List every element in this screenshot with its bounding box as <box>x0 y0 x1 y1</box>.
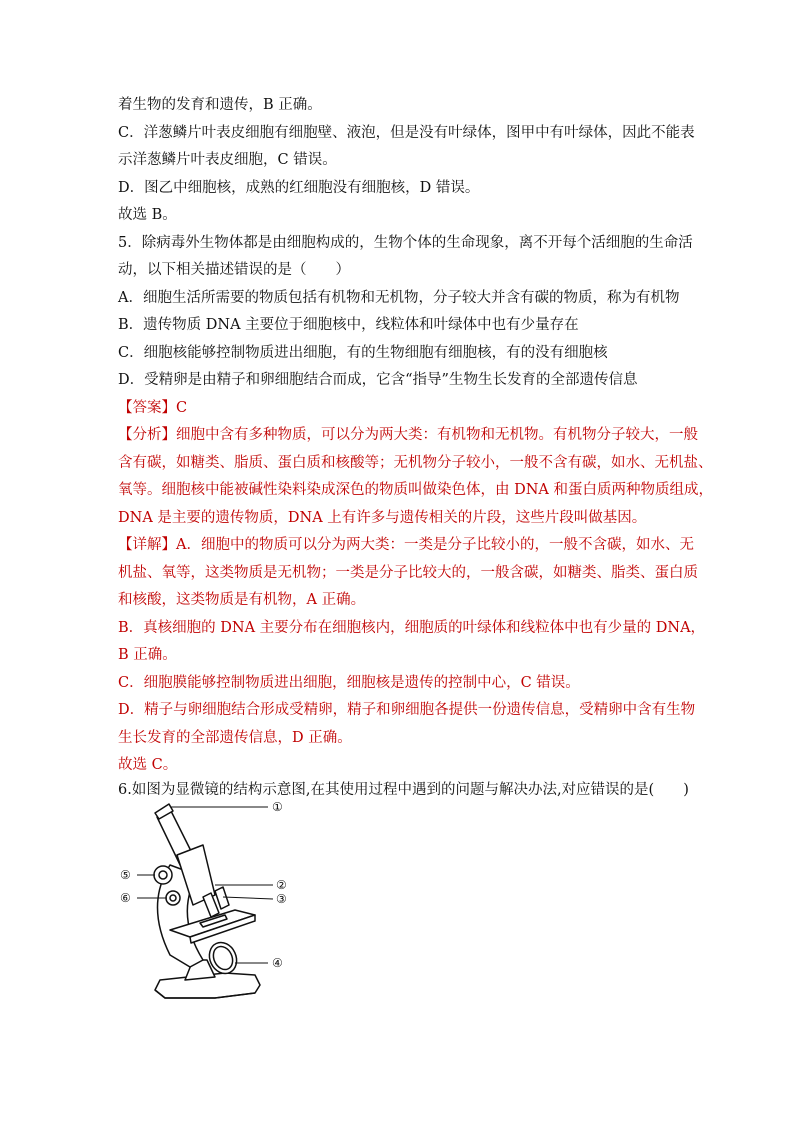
option-d: D．受精卵是由精子和卵细胞结合而成，它含“指导”生物生长发育的全部遗传信息 <box>118 372 638 388</box>
detail-line: D．精子与卵细胞结合形成受精卵，精子和卵细胞各提供一份遗传信息，受精卵中含有生物 <box>118 702 696 718</box>
detail-line: B 正确。 <box>118 647 177 663</box>
option-a: A．细胞生活所需要的物质包括有机物和无机物，分子较大并含有碳的物质，称为有机物 <box>118 290 680 306</box>
question-5-stem: 动，以下相关描述错误的是（ ） <box>118 262 350 278</box>
text-line: D．图乙中细胞核，成熟的红细胞没有细胞核，D 错误。 <box>118 180 480 196</box>
label-2: ② <box>276 878 287 892</box>
objective-lens <box>215 887 229 909</box>
answer-line: 【答案】C <box>118 400 188 416</box>
microscope-illustration <box>115 795 315 1010</box>
analysis-line: 含有碳，如糖类、脂质、蛋白质和核酸等；无机物分子较小，一般不含有碳，如水、无机盐、 <box>118 455 713 471</box>
detail-line: 【详解】A．细胞中的物质可以分为两大类：一类是分子比较小的，一般不含碳，如水、无 <box>118 537 694 553</box>
analysis-line: 【分析】细胞中含有多种物质，可以分为两大类：有机物和无机物。有机物分子较大，一般 <box>118 427 698 443</box>
question-5-stem: 5．除病毒外生物体都是由细胞构成的，生物个体的生命现象，离不开每个活细胞的生命活 <box>118 235 693 251</box>
label-4: ④ <box>272 956 283 970</box>
label-1: ① <box>272 800 283 814</box>
analysis-line: 氧等。细胞核中能被碱性染料染成深色的物质叫做染色体，由 DNA 和蛋白质两种物质组成， <box>118 482 713 498</box>
label-3: ③ <box>276 892 287 906</box>
microscope-diagram <box>115 795 315 1010</box>
detail-line: 故选 C。 <box>118 757 178 773</box>
analysis-line: DNA 是主要的遗传物质，DNA 上有许多与遗传相关的片段，这些片段叫做基因。 <box>118 510 647 526</box>
label-6: ⑥ <box>120 891 131 905</box>
detail-line: 和核酸，这类物质是有机物，A 正确。 <box>118 592 366 608</box>
text-line: C．洋葱鳞片叶表皮细胞有细胞壁、液泡，但是没有叶绿体，图甲中有叶绿体，因此不能表 <box>118 125 695 141</box>
text-line: 着生物的发育和遗传，B 正确。 <box>118 97 322 113</box>
label-5: ⑤ <box>120 868 131 882</box>
text-line: 故选 B。 <box>118 207 177 223</box>
text-line: 示洋葱鳞片叶表皮细胞，C 错误。 <box>118 152 337 168</box>
detail-line: B．真核细胞的 DNA 主要分布在细胞核内，细胞质的叶绿体和线粒体中也有少量的 DNA， <box>118 620 706 636</box>
option-c: C．细胞核能够控制物质进出细胞，有的生物细胞有细胞核，有的没有细胞核 <box>118 345 608 361</box>
option-b: B．遗传物质 DNA 主要位于细胞核中，线粒体和叶绿体中也有少量存在 <box>118 317 579 333</box>
detail-line: C．细胞膜能够控制物质进出细胞，细胞核是遗传的控制中心，C 错误。 <box>118 675 580 691</box>
detail-line: 生长发育的全部遗传信息，D 正确。 <box>118 730 352 746</box>
detail-line: 机盐、氧等，这类物质是无机物；一类是分子比较大的，一般含碳，如糖类、脂类、蛋白质 <box>118 565 698 581</box>
question-6-stem: 6.如图为显微镜的结构示意图,在其使用过程中遇到的问题与解决办法,对应错误的是( ) <box>118 782 689 798</box>
